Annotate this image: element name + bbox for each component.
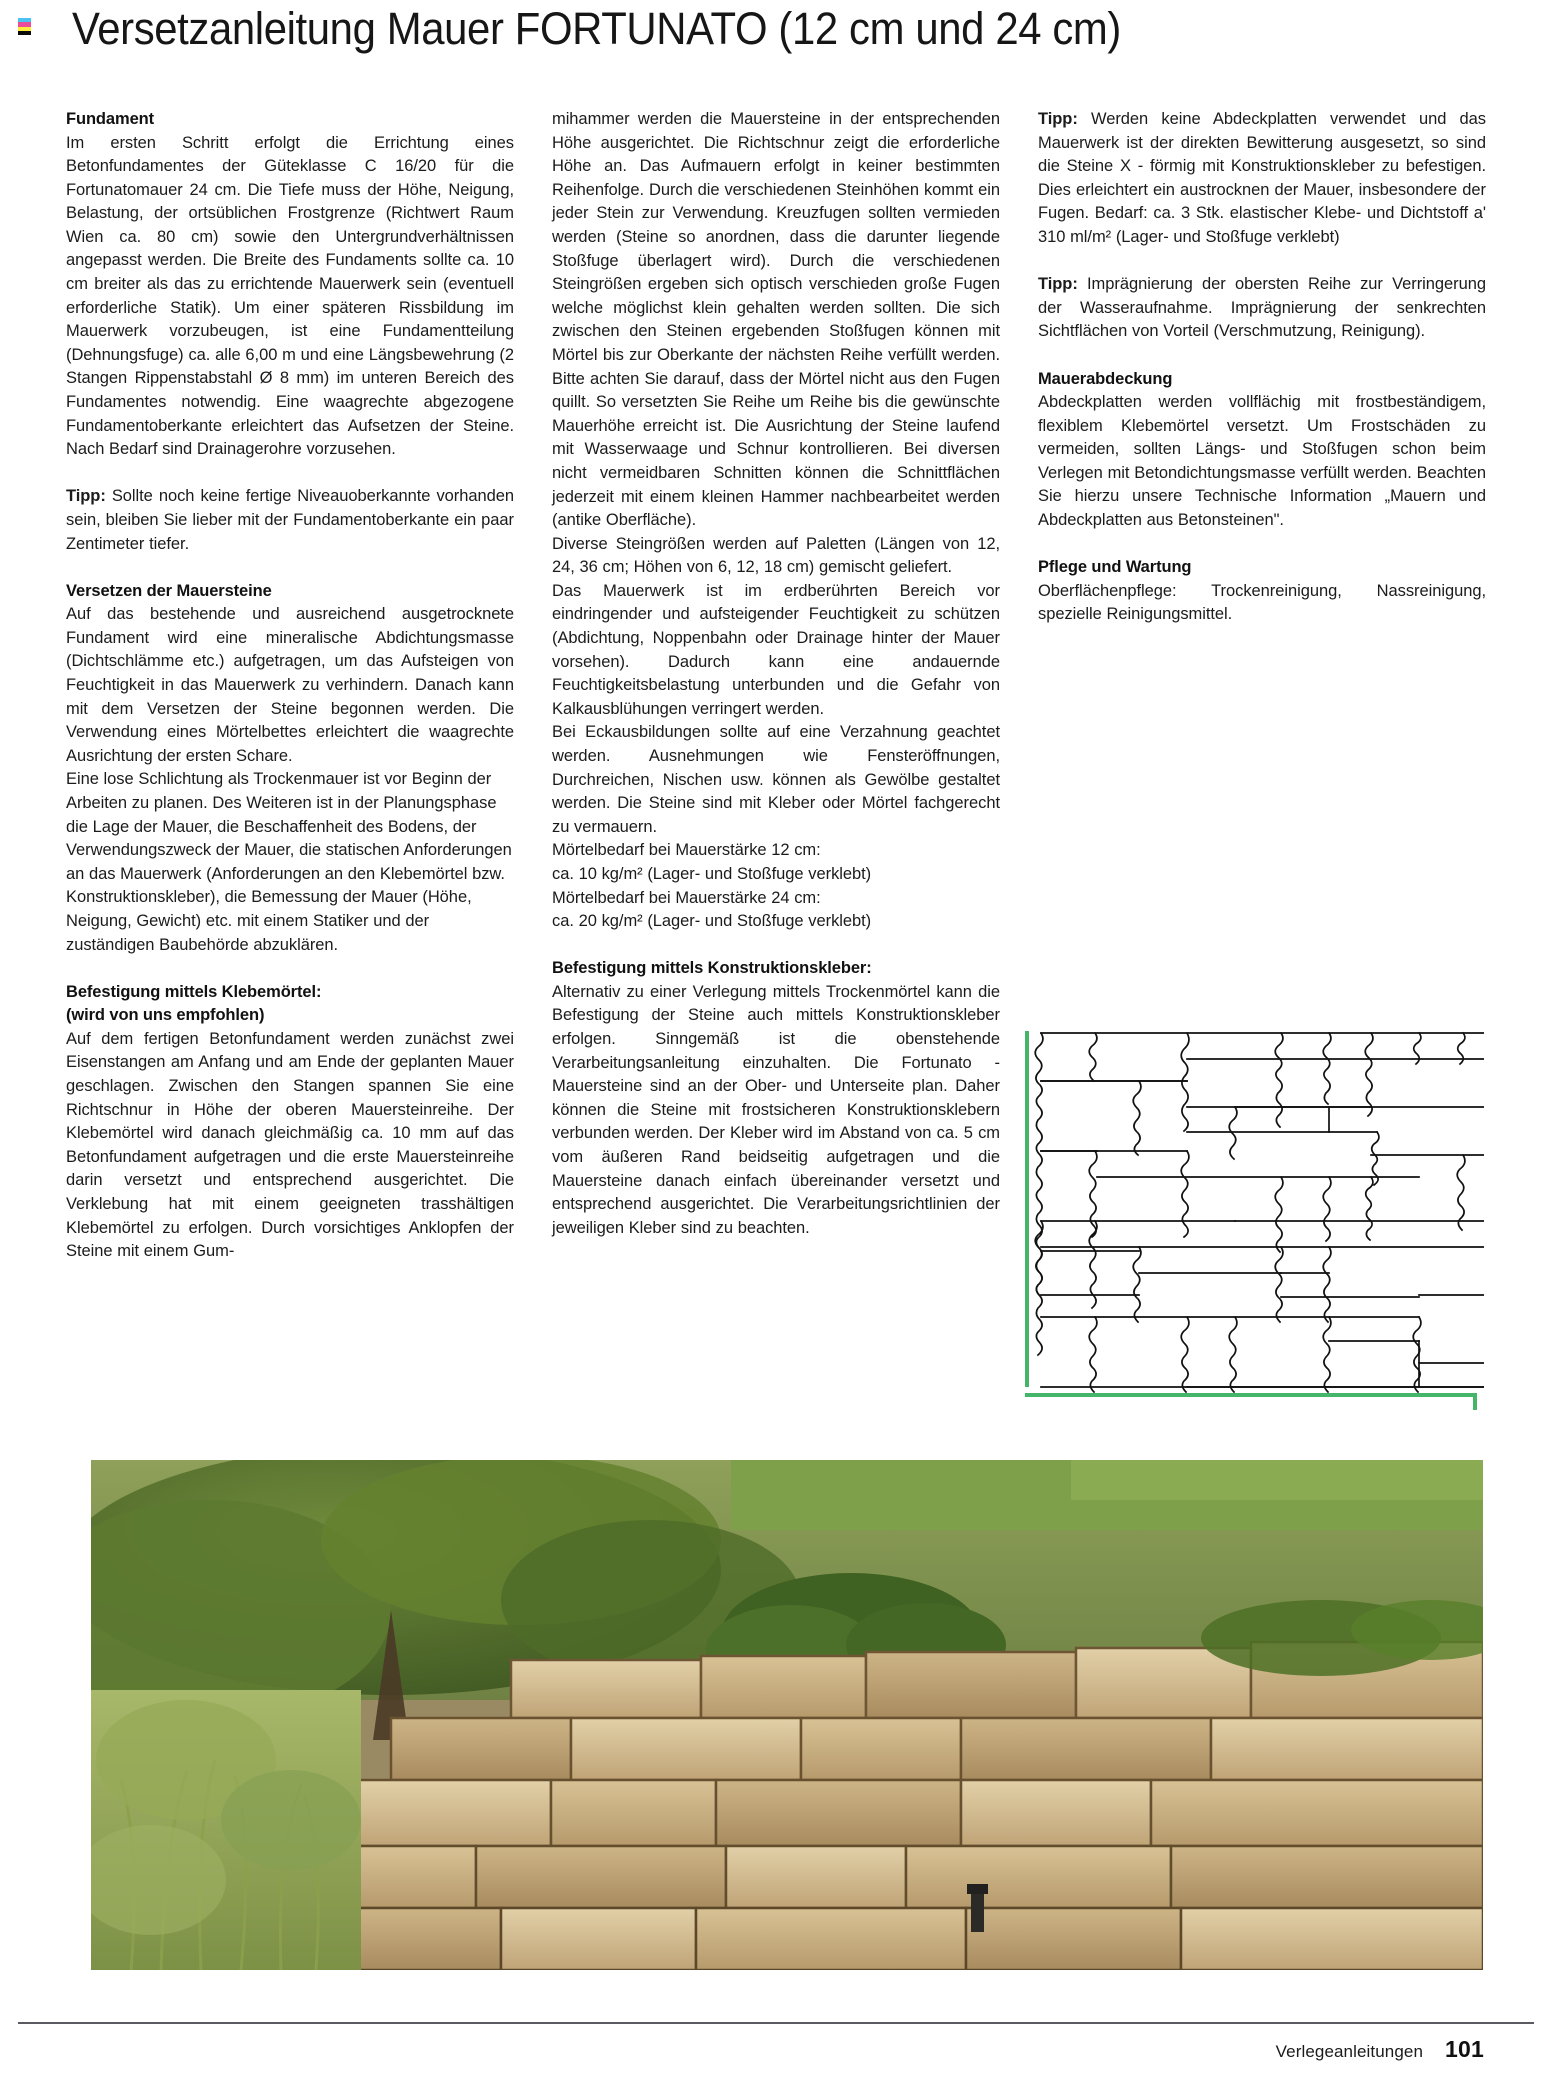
text-column-1 (66, 108, 514, 1264)
footer-page-number: 101 (1445, 2036, 1484, 2062)
footer (1276, 2036, 1484, 2063)
section-body-versetzen: Auf das bestehende und ausreichend ausgetrocknete Fundament wird eine mineralische Abdichtungsmasse (Dichtschlämme etc.) aufgetragen, um das Aufsteigen von Feuchtigkeit in das Mauerwerk zu verhindern. Danach kann mit dem Versetzen der Steine begonnen werden. Die Verwendung eines Mörtelbettes erleichtert die waagrechte Ausrichtung der ersten Schare. (66, 605, 514, 765)
tipp-niveau-text: Sollte noch keine fertige Niveauoberkannte vorhanden sein, bleiben Sie lieber mit der Fundamentoberkante ein paar Zentimeter tiefer. (66, 487, 514, 553)
section-heading-konstruktionskleber: Befestigung mittels Konstruktionskleber: (552, 959, 872, 978)
moertelbedarf-24-value: ca. 20 kg/m² (Lager- und Stoßfuge verklebt) (552, 912, 872, 931)
tipp-abdeckplatten-text: Werden keine Abdeckplatten verwendet und das Mauerwerk ist der direkten Bewitterung ausgesetzt, so sind die Steine X - förmig mit Konstruktionskleber zu befestigen. Dies erleichtert ein austrocknen der Mauer, insbesondere der Fugen. Bedarf: ca. 3 Stk. elastischer Klebe- und Dichtstoff a' 310 ml/m² (Lager- und Stoßfuge verklebt) (1038, 110, 1486, 246)
section-body-steingroessen: Diverse Steingrößen werden auf Paletten (Längen von 12, 24, 36 cm; Höhen von 6, 12, 18 cm) gemischt geliefert. (552, 534, 1000, 577)
section-klebemoertel (66, 981, 514, 1264)
section-heading-mauerabdeckung: Mauerabdeckung (1038, 369, 1173, 388)
section-body-pflege: Oberflächenpflege: Trockenreinigung, Nassreinigung, spezielle Reinigungsmittel. (1038, 581, 1486, 624)
section-body-klebemoertel: Auf dem fertigen Betonfundament werden zunächst zwei Eisenstangen am Anfang und am Ende der geplanten Mauer geschlagen. Zwischen den Stangen spannen Sie eine Richtschnur in Höhe der oberen Mauersteinreihe. Der Klebemörtel wird danach gleichmäßig ca. 10 mm auf das Betonfundament aufgetragen und die erste Mauersteinreihe darin versetzt und entsprechend ausgerichtet. Die Verklebung hat mit einem geeigneten trasshältigen Klebemörtel zu erfolgen. Durch vorsichtiges Anklopfen der Steine mit einem Gum- (66, 1029, 514, 1261)
tipp-impraegnierung-text: Imprägnierung der obersten Reihe zur Verringerung der Wasseraufnahme. Imprägnierung der senkrechten Sichtflächen von Vorteil (Verschmutzung, Reinigung). (1038, 275, 1486, 341)
moertelbedarf-12-label: Mörtelbedarf bei Mauerstärke 12 cm: (552, 841, 821, 860)
moertelbedarf-12-value: ca. 10 kg/m² (Lager- und Stoßfuge verklebt) (552, 865, 872, 883)
tipp-label-abdeckplatten: Tipp: (1038, 110, 1078, 128)
section-heading-klebemoertel: Befestigung mittels Klebemörtel: (66, 982, 322, 1001)
wall-bond-diagram (1019, 1025, 1484, 1410)
section-subheading-klebemoertel: (wird von uns empfohlen) (66, 1006, 265, 1025)
tipp-label: Tipp: (66, 487, 106, 506)
section-fundament (66, 108, 514, 462)
section-heading-versetzen: Versetzen der Mauersteine (66, 581, 272, 600)
section-heading-fundament: Fundament (66, 110, 155, 128)
section-konstruktionskleber (552, 957, 1000, 1240)
section-heading-pflege: Pflege und Wartung (1038, 558, 1192, 577)
tipp-abdeckplatten-paragraph (1038, 108, 1486, 250)
text-column-2 (552, 108, 1000, 1264)
section-body-versetzen-2: Eine lose Schlichtung als Trockenmauer ist vor Beginn der Arbeiten zu planen. Des Weiteren ist in der Planungsphase die Lage der Mauer, die Beschaffenheit des Bodens, der Verwendungszweck der Mauer, die statischen Anforderungen an das Mauerwerk (Anforderungen an den Klebemörtel bzw. Konstruktionskleber), die Bemessung der Mauer (Höhe, Neigung, Gewicht) etc. mit einem Statiker und der zuständigen Baubehörde abzuklären. (66, 770, 512, 954)
section-body-mauerabdeckung: Abdeckplatten werden vollflächig mit frostbeständigem, flexiblem Klebemörtel versetzt. Um Frostschäden zu vermeiden, sollten Längs- und Stoßfugen schon beim Verlegen mit Betondichtungsmasse verfüllt werden. Beachten Sie hierzu unsere Technische Information „Mauern und Abdeckplatten aus Betonsteinen". (1038, 393, 1486, 529)
moertelbedarf-24-label: Mörtelbedarf bei Mauerstärke 24 cm: (552, 888, 821, 907)
footer-section-label: Verlegeanleitungen (1275, 2042, 1424, 2061)
section-body-konstruktionskleber: Alternativ zu einer Verlegung mittels Trockenmörtel kann die Befestigung der Steine auch mittels Konstruktionskleber erfolgen. Sinngemäß ist die obenstehende Verarbeitungsanleitung einzuhalten. Die Fortunato -Mauersteine sind an der Ober- und Unterseite plan. Daher können die Steine mit frostsicheren Konstruktionsklebern verbunden werden. Der Kleber wird im Abstand von ca. 5 cm vom äußeren Rand beidseitig aufgetragen und die Mauersteine danach einfach übereinander versetzt und entsprechend ausgerichtet. Die Verarbeitungsrichtlinien der jeweiligen Kleber sind zu beachten. (552, 982, 1000, 1237)
page-header (0, 0, 1550, 62)
footer-divider (18, 2022, 1534, 2024)
section-body-fundament: Im ersten Schritt erfolgt die Errichtung eines Betonfundamentes der Güteklasse C 16/20 für die Fortunatomauer 24 cm. Die Tiefe muss der Höhe, Neigung, Belastung, der ortsüblichen Frostgrenze (Richtwert Raum Wien ca. 80 cm) sowie den Untergrundverhältnissen angepasst werden. Die Breite des Fundaments sollte ca. 10 cm breiter als das zu errichtende Mauerwerk sein (eventuell erforderliche Statik). Um einer späteren Rissbildung im Mauerwerk vorzubeugen, ist eine Fundamentteilung (Dehnungsfuge) ca. alle 6,00 m und eine Längsbewehrung (2 Stangen Rippenstabstahl Ø 8 mm) im unteren Bereich des Fundamentes notwendig. Eine waagrechte abgezogene Fundamentoberkante erleichtert das Aufsetzen der Steine. Nach Bedarf sind Drainagerohre vorzusehen. (66, 133, 514, 459)
diagram-stone-courses (1035, 1033, 1484, 1392)
tipp-label-impraegnierung: Tipp: (1038, 275, 1078, 294)
tipp-niveau-paragraph (66, 485, 514, 556)
section-versetzen (66, 580, 514, 957)
section-body-versetzen-cont: mihammer werden die Mauersteine in der entsprechenden Höhe ausgerichtet. Die Richtschnur zeigt die erforderliche Höhe an. Das Aufmauern erfolgt in keiner bestimmten Reihenfolge. Durch die verschiedenen Steinhöhen kommt ein jeder Stein zur Verwendung. Kreuzfugen sollten vermieden werden (Steine so anordnen, dass die darunter liegende Stoßfuge überlagert wird). Durch die verschiedenen Steingrößen ergeben sich optisch verschieden große Fugen welche möglichst klein gehalten werden sollten. Die sich zwischen den Steinen ergebenden Stoßfugen können mit Mörtel bis zur Oberkante der nächsten Reihe verfüllt werden. Bitte achten Sie darauf, dass der Mörtel nicht aus den Fugen quillt. So versetzten Sie Reihe um Reihe bis die gewünschte Mauerhöhe erreicht ist. Die Ausrichtung der Steine laufend mit Wasserwaage und Schnur kontrollieren. Bei diversen nicht vermeidbaren Schnitten können die Schnittflächen jederzeit mit einem kleinen Hammer nachbearbeitet werden (antike Oberfläche). (552, 110, 1000, 530)
tipp-impraegnierung-paragraph (1038, 273, 1486, 344)
page-title: Versetzanleitung Mauer FORTUNATO (12 cm und 24 cm) (72, 3, 1121, 54)
fortunato-wall-photo (91, 1460, 1483, 1970)
section-body-eckausbildung: Bei Eckausbildungen sollte auf eine Verzahnung geachtet werden. Ausnehmungen wie Fensteröffnungen, Durchreichen, Nischen usw. können als Gewölbe gestaltet werden. Die Steine sind mit Kleber oder Mörtel fachgerecht zu vermauern. (552, 723, 1000, 836)
section-mauerabdeckung (1038, 368, 1486, 533)
section-pflege (1038, 556, 1486, 627)
tipp-niveauoberkante (66, 485, 514, 556)
section-body-erdberuehrt: Das Mauerwerk ist im erdberührten Bereich vor eindringender und aufsteigender Feuchtigkeit zu schützen (Abdichtung, Noppenbahn oder Drainage hinter der Mauer vorsehen). Dadurch kann eine andauernde Feuchtigkeitsbelastung unterbunden und die Gefahr von Kalkausblühungen verringert werden. (552, 581, 1000, 718)
